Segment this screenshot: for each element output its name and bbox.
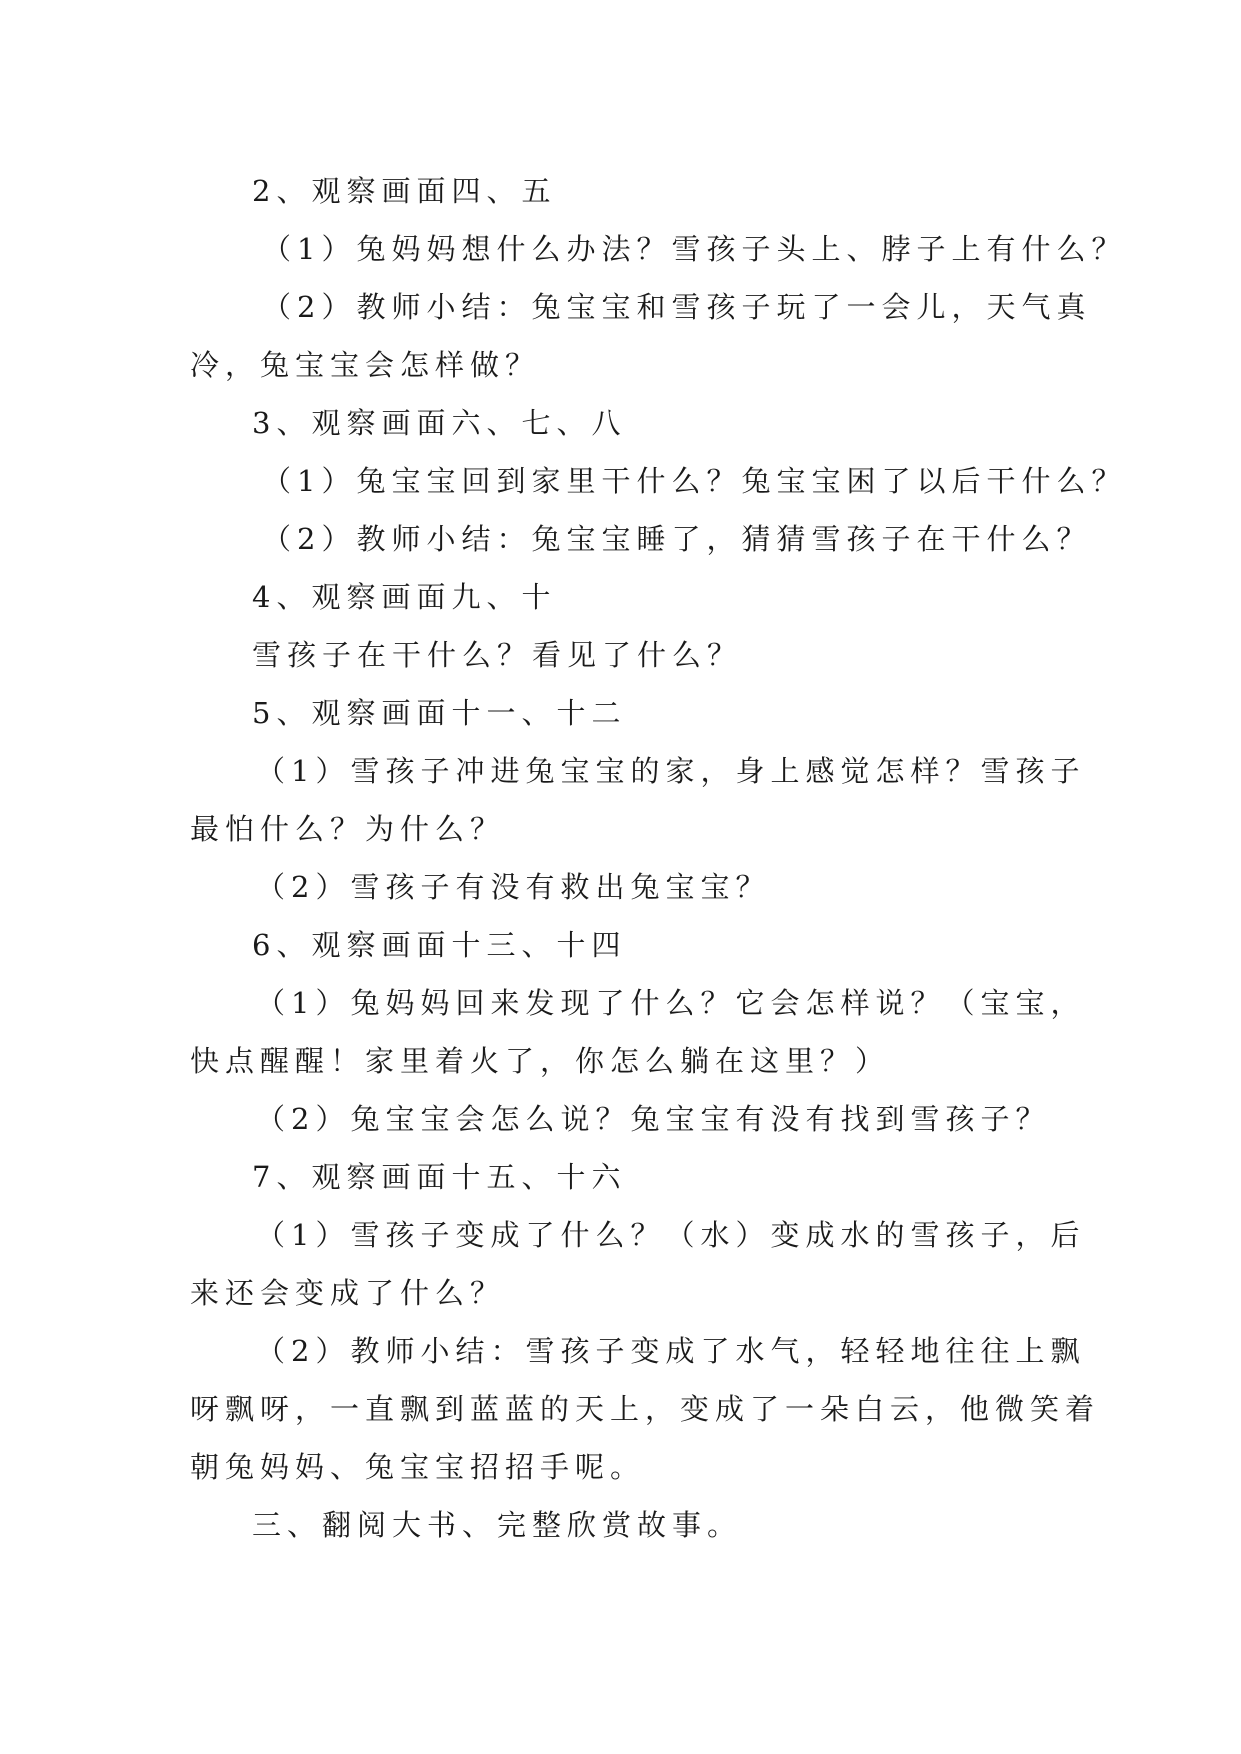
summary-line: （2）教师小结：兔宝宝和雪孩子玩了一会儿，天气真 [262, 290, 1092, 324]
document-body [190, 162, 1127, 1554]
question-line-continued: 最怕什么？为什么？ [190, 812, 506, 846]
summary-line: （2）教师小结：兔宝宝睡了，猜猜雪孩子在干什么？ [262, 522, 1092, 556]
section-heading-3: 3、观察画面六、七、八 [252, 406, 627, 440]
section-heading-2: 2、观察画面四、五 [252, 174, 557, 208]
question-line: （1）兔妈妈回来发现了什么？它会怎样说？（宝宝， [256, 986, 1086, 1020]
section-heading-7: 7、观察画面十五、十六 [252, 1160, 627, 1194]
question-line: （1）兔宝宝回到家里干什么？兔宝宝困了以后干什么？ [262, 464, 1127, 498]
summary-line: （2）教师小结：雪孩子变成了水气，轻轻地往往上飘 [256, 1334, 1086, 1368]
question-line: （1）兔妈妈想什么办法？雪孩子头上、脖子上有什么？ [262, 232, 1127, 266]
question-line: （2）兔宝宝会怎么说？兔宝宝有没有找到雪孩子？ [256, 1102, 1051, 1136]
question-line: 雪孩子在干什么？看见了什么？ [252, 638, 743, 672]
question-line: （1）雪孩子冲进兔宝宝的家，身上感觉怎样？雪孩子 [256, 754, 1086, 788]
section-heading-4: 4、观察画面九、十 [252, 580, 557, 614]
question-line-continued: 快点醒醒！家里着火了，你怎么躺在这里？） [190, 1044, 891, 1078]
question-line-continued: 来还会变成了什么？ [190, 1276, 506, 1310]
summary-line-continued: 朝兔妈妈、兔宝宝招招手呢。 [190, 1450, 646, 1484]
section-heading-6: 6、观察画面十三、十四 [252, 928, 627, 962]
section-heading-three: 三、翻阅大书、完整欣赏故事。 [252, 1508, 743, 1542]
section-heading-5: 5、观察画面十一、十二 [252, 696, 627, 730]
summary-line-continued: 呀飘呀，一直飘到蓝蓝的天上，变成了一朵白云，他微笑着 [190, 1392, 1101, 1426]
summary-line-continued: 冷，兔宝宝会怎样做？ [190, 348, 541, 382]
question-line: （1）雪孩子变成了什么？（水）变成水的雪孩子，后 [256, 1218, 1086, 1252]
question-line: （2）雪孩子有没有救出兔宝宝？ [256, 870, 771, 904]
